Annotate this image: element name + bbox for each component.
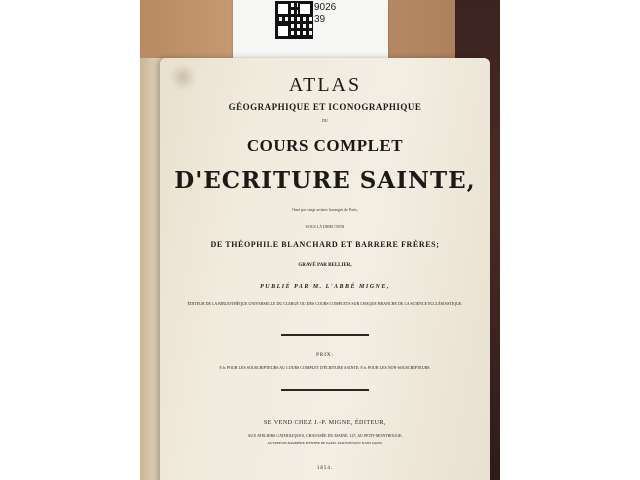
qr-code-icon bbox=[276, 2, 312, 38]
main-title: COURS COMPLET bbox=[246, 136, 404, 155]
scan-label-code-line1: 9026 bbox=[314, 2, 337, 13]
publisher-line: PUBLIÉ PAR M. L'ABBÉ MIGNE, bbox=[260, 284, 390, 290]
sold-at-line: SE VEND CHEZ J.-P. MIGNE, ÉDITEUR, bbox=[263, 420, 387, 426]
editor-line: ÉDITEUR DE LA BIBLIOTHÈQUE UNIVERSELLE DU CLERGÉ OU DES COURS COMPLETS SUR CHAQUE BRANCHE DE LA SCIENCE ECCLÉSIASTIQUE. bbox=[187, 301, 463, 306]
price-heading: PRIX: bbox=[316, 353, 334, 358]
main-title-line2: D'ECRITURE SAINTE, bbox=[174, 167, 476, 194]
direction-line: DE THÉOPHILE BLANCHARD ET BARRERE FRÈRES; bbox=[210, 240, 440, 249]
publication-year: 1854. bbox=[316, 466, 334, 471]
scan-label-code-line2: 39 bbox=[314, 14, 326, 25]
engraver-line: GRAVÉ PAR BELLIER, bbox=[298, 263, 352, 268]
book-title: ATLAS bbox=[288, 74, 362, 96]
title-connector: DU bbox=[322, 118, 328, 123]
scan-label-code bbox=[314, 2, 336, 26]
book-subtitle: GÉOGRAPHIQUE ET ICONOGRAPHIQUE bbox=[228, 102, 422, 112]
ornamental-rule-top bbox=[281, 334, 369, 336]
ornamental-rule-bottom bbox=[281, 389, 369, 391]
address-line-1: AUX ATELIERS CATHOLIQUES, CHAUSSÉE DU MAINE, 127, AU PETIT-MONTROUGE, bbox=[247, 433, 403, 438]
small-line-artists: Orné par vingt artistes hontogés de Paris, bbox=[292, 207, 358, 212]
price-line: 8 fr. POUR LES SOUSCRIPTEURS AU COURS COMPLET D'ÉCRITURE SAINTE; 8 fr. POUR LES NON-SOUSCRIPTEURS. bbox=[219, 365, 431, 370]
address-line-2: AUTREFOIS BARRIÈRE D'ENFER DE PARIS, MAINTENANT DANS PARIS. bbox=[267, 441, 383, 445]
small-line-direction: SOUS LA DIRECTION bbox=[305, 224, 345, 229]
